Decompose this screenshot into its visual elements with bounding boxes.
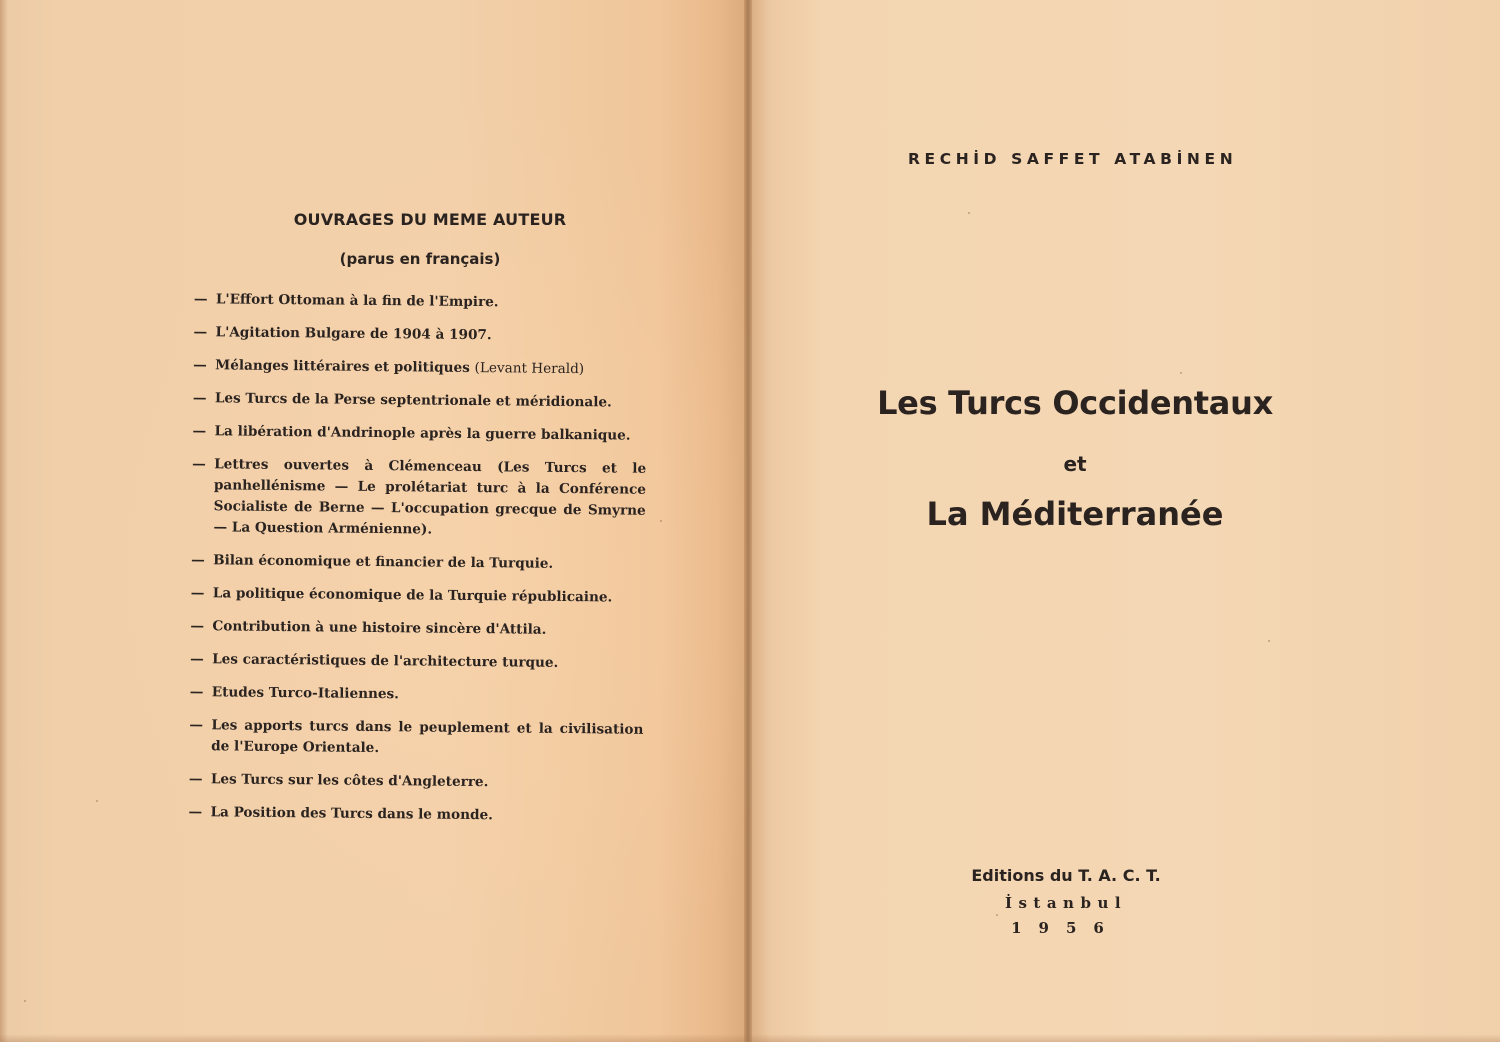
dash-marker: — xyxy=(193,324,208,341)
list-item xyxy=(185,355,647,381)
work-title: La Position des Turcs dans le monde. xyxy=(210,804,494,824)
publication-city: İstanbul xyxy=(1004,894,1128,912)
author-name: RECHİD SAFFET ATABİNEN xyxy=(908,150,1238,168)
bottom-edge-shadow xyxy=(0,1034,1500,1042)
paper-speck xyxy=(968,212,970,214)
list-item xyxy=(182,682,644,708)
paper-speck xyxy=(24,1000,26,1002)
list-item xyxy=(180,802,642,828)
work-title: Mélanges littéraires et politiques xyxy=(215,357,470,376)
book-title-line1: Les Turcs Occidentaux xyxy=(877,384,1273,422)
dash-marker: — xyxy=(190,651,204,668)
dash-marker: — xyxy=(190,618,205,635)
dash-marker: — xyxy=(189,684,204,701)
work-title: Etudes Turco-Italiennes. xyxy=(211,684,400,703)
publisher-name: Editions du T. A. C. T. xyxy=(971,866,1161,885)
works-heading: OUVRAGES DU MEME AUTEUR xyxy=(293,210,567,229)
book-title-line2: La Méditerranée xyxy=(926,495,1224,533)
work-title: La libération d'Andrinople après la guerre balkanique. xyxy=(214,423,631,444)
book-gutter xyxy=(744,0,752,1042)
dash-marker: — xyxy=(193,291,208,308)
dash-marker: — xyxy=(191,552,205,569)
list-item xyxy=(185,322,647,348)
list-item xyxy=(185,388,647,414)
paper-speck xyxy=(996,914,998,916)
paper-speck xyxy=(660,520,662,522)
work-title: Bilan économique et financier de la Turquie. xyxy=(213,552,554,572)
works-list xyxy=(180,289,648,840)
book-title-conjunction: et xyxy=(1063,452,1087,476)
dash-marker: — xyxy=(188,804,203,821)
dash-marker: — xyxy=(192,456,206,473)
publication-year: 1956 xyxy=(1011,919,1121,937)
work-title: Les Turcs de la Perse septentrionale et méridionale. xyxy=(214,390,612,411)
works-subheading: (parus en français) xyxy=(339,250,501,268)
work-title: Les Turcs sur les côtes d'Angleterre. xyxy=(210,771,489,791)
list-item xyxy=(181,715,643,762)
list-item xyxy=(182,649,644,675)
list-item xyxy=(183,550,645,576)
dash-marker: — xyxy=(192,390,207,407)
list-item xyxy=(182,616,644,642)
list-item xyxy=(183,454,646,543)
paper-speck xyxy=(1180,372,1182,374)
work-title: L'Effort Ottoman à la fin de l'Empire. xyxy=(215,291,499,311)
dash-marker: — xyxy=(192,423,207,440)
list-item xyxy=(184,421,646,447)
dash-marker: — xyxy=(190,585,205,602)
work-title: Contribution à une histoire sincère d'Attila. xyxy=(212,618,547,638)
dash-marker: — xyxy=(193,357,207,374)
work-title: Lettres ouvertes à Clémenceau (Les Turcs et le panhellénisme — Le prolétariat turc à la Conférence Socialiste de Berne — L'occupation grecque de Smyrne — La Question Arménienne). xyxy=(213,456,647,538)
work-title: L'Agitation Bulgare de 1904 à 1907. xyxy=(215,324,492,344)
list-item xyxy=(186,289,648,315)
paper-speck xyxy=(96,800,98,802)
page-edge-shadow xyxy=(0,0,8,1042)
left-page xyxy=(0,0,748,1042)
work-title: Les apports turcs dans le peuplement et la civilisation de l'Europe Orientale. xyxy=(211,717,644,757)
list-item xyxy=(183,583,645,609)
work-title: Les caractéristiques de l'architecture turque. xyxy=(212,651,559,671)
work-note: (Levant Herald) xyxy=(474,360,585,378)
paper-speck xyxy=(1268,640,1270,642)
work-title: La politique économique de la Turquie républicaine. xyxy=(212,585,613,606)
dash-marker: — xyxy=(189,717,204,734)
dash-marker: — xyxy=(188,771,203,788)
list-item xyxy=(181,769,643,795)
